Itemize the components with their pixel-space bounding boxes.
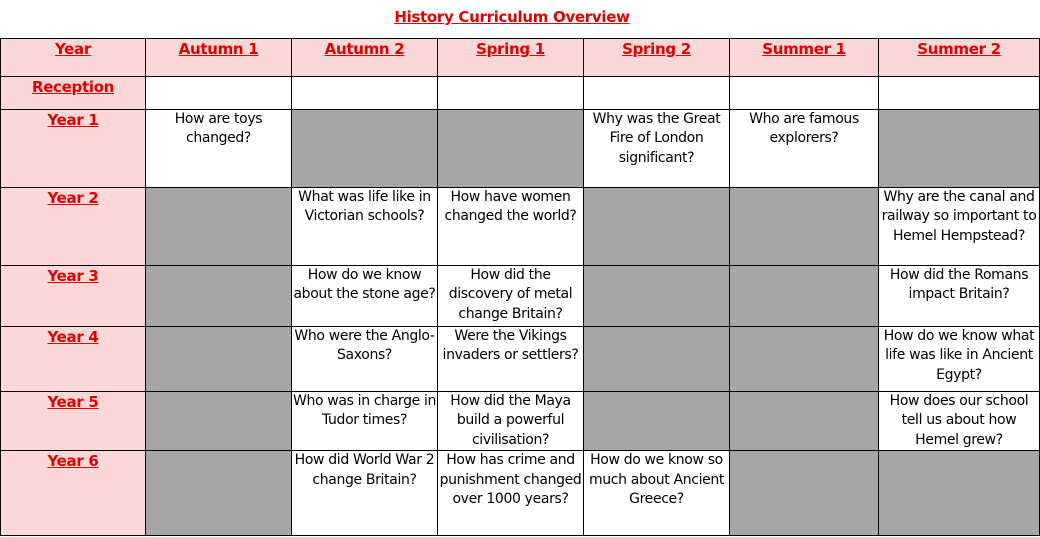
topic-cell: How do we know so much about Ancient Greece?: [584, 451, 730, 536]
shaded-cell: [584, 266, 730, 327]
topic-cell: Why are the canal and railway so important to Hemel Hempstead?: [879, 188, 1040, 266]
empty-cell: [879, 77, 1040, 110]
year-label: Year 4: [1, 327, 146, 392]
shaded-cell: [146, 188, 292, 266]
shaded-cell: [438, 110, 584, 188]
year-label: Year 5: [1, 392, 146, 451]
header-spring-2: Spring 2: [584, 39, 730, 77]
topic-cell: How do we know what life was like in Ancient Egypt?: [879, 327, 1040, 392]
shaded-cell: [879, 110, 1040, 188]
topic-cell: What was life like in Victorian schools?: [292, 188, 438, 266]
topic-cell: How did the discovery of metal change Britain?: [438, 266, 584, 327]
empty-cell: [438, 77, 584, 110]
empty-cell: [146, 77, 292, 110]
topic-cell: How have women changed the world?: [438, 188, 584, 266]
topic-cell: Who were the Anglo-Saxons?: [292, 327, 438, 392]
header-autumn-1: Autumn 1: [146, 39, 292, 77]
shaded-cell: [584, 188, 730, 266]
year-label: Year 3: [1, 266, 146, 327]
table-row: [1, 266, 1040, 327]
curriculum-table: [0, 38, 1040, 536]
header-spring-1: Spring 1: [438, 39, 584, 77]
topic-cell: Were the Vikings invaders or settlers?: [438, 327, 584, 392]
topic-cell: How did the Romans impact Britain?: [879, 266, 1040, 327]
year-label: Year 1: [1, 110, 146, 188]
topic-cell: How are toys changed?: [146, 110, 292, 188]
page-title: History Curriculum Overview: [394, 8, 630, 26]
year-label: Year 6: [1, 451, 146, 536]
shaded-cell: [146, 451, 292, 536]
table-row: [1, 110, 1040, 188]
shaded-cell: [584, 392, 730, 451]
shaded-cell: [730, 266, 879, 327]
shaded-cell: [730, 327, 879, 392]
shaded-cell: [146, 327, 292, 392]
table-row: [1, 77, 1040, 110]
topic-cell: How did World War 2 change Britain?: [292, 451, 438, 536]
year-label: Year 2: [1, 188, 146, 266]
topic-cell: How do we know about the stone age?: [292, 266, 438, 327]
topic-cell: Who was in charge in Tudor times?: [292, 392, 438, 451]
topic-cell: How has crime and punishment changed over 1000 years?: [438, 451, 584, 536]
shaded-cell: [730, 188, 879, 266]
table-row: [1, 188, 1040, 266]
header-autumn-2: Autumn 2: [292, 39, 438, 77]
header-year: Year: [1, 39, 146, 77]
header-row: [1, 39, 1040, 77]
shaded-cell: [730, 392, 879, 451]
empty-cell: [730, 77, 879, 110]
table-row: [1, 451, 1040, 536]
shaded-cell: [146, 392, 292, 451]
shaded-cell: [292, 110, 438, 188]
empty-cell: [292, 77, 438, 110]
header-summer-2: Summer 2: [879, 39, 1040, 77]
topic-cell: How did the Maya build a powerful civilisation?: [438, 392, 584, 451]
topic-cell: How does our school tell us about how Hemel grew?: [879, 392, 1040, 451]
shaded-cell: [584, 327, 730, 392]
shaded-cell: [879, 451, 1040, 536]
empty-cell: [584, 77, 730, 110]
topic-cell: Who are famous explorers?: [730, 110, 879, 188]
year-label: Reception: [1, 77, 146, 110]
shaded-cell: [146, 266, 292, 327]
topic-cell: Why was the Great Fire of London significant?: [584, 110, 730, 188]
shaded-cell: [730, 451, 879, 536]
table-row: [1, 392, 1040, 451]
header-summer-1: Summer 1: [730, 39, 879, 77]
table-row: [1, 327, 1040, 392]
